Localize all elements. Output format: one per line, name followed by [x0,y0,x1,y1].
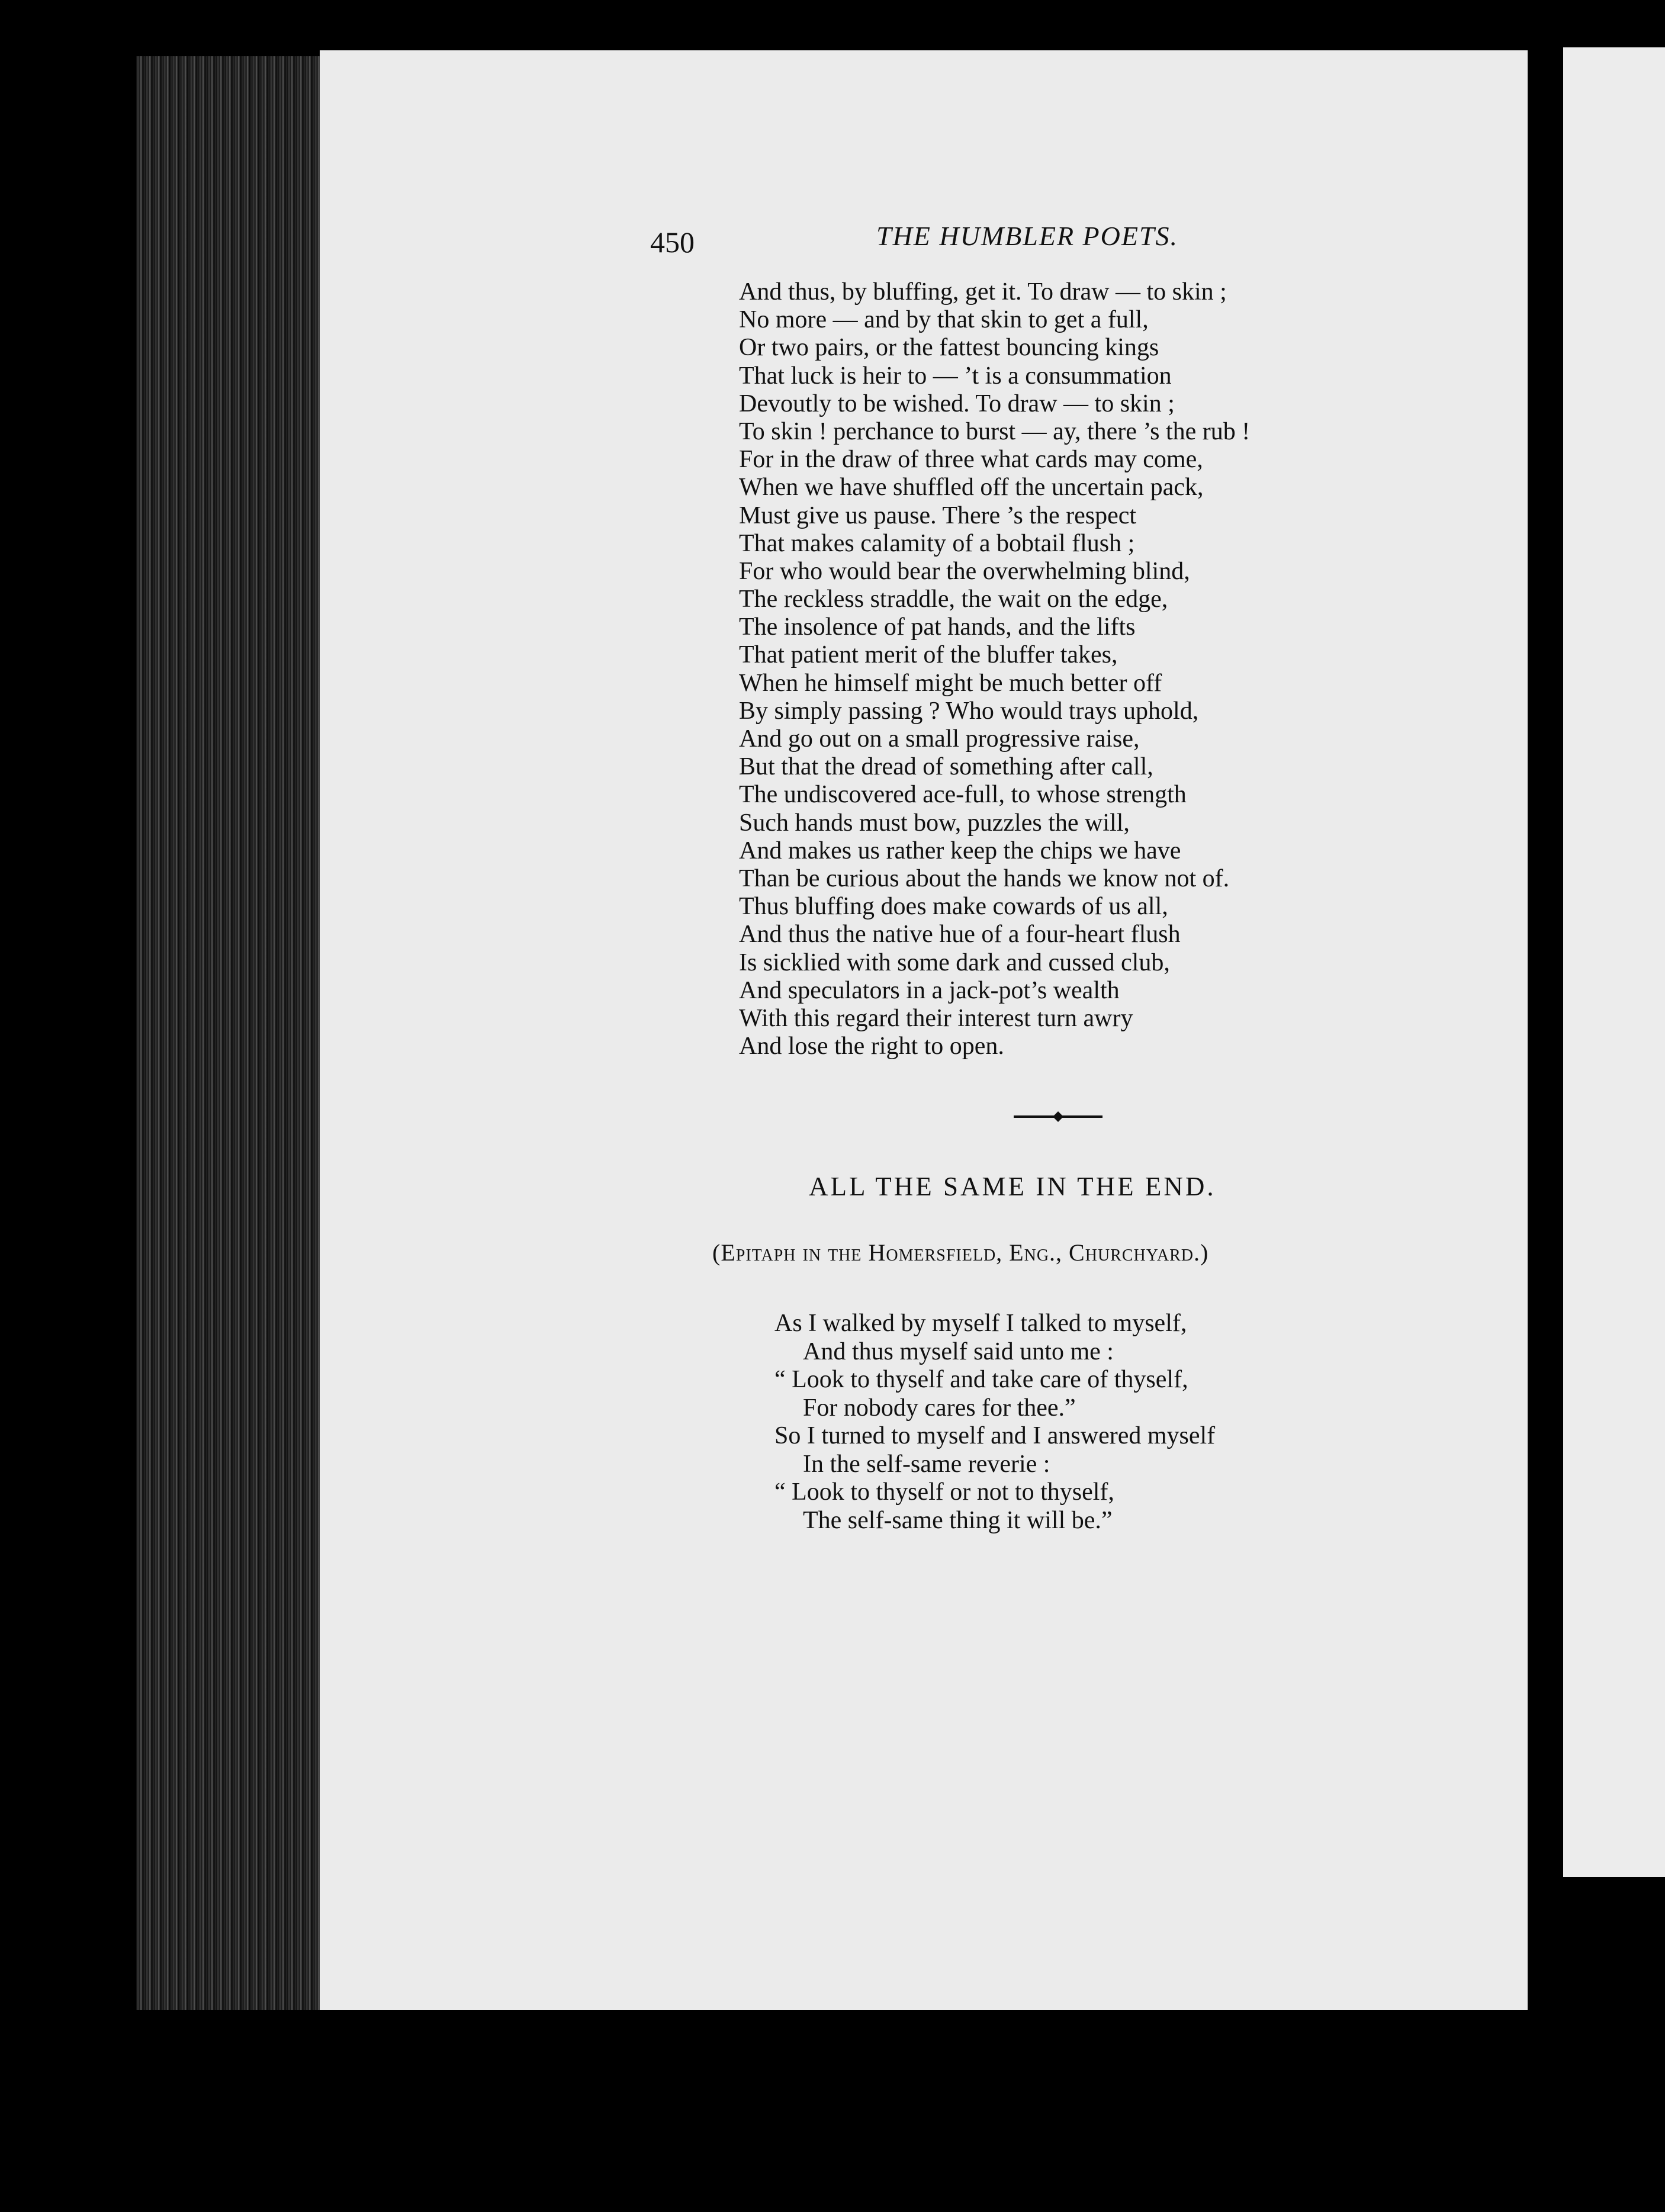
poem-line: That luck is heir to — ’t is a consummation [739,362,1172,390]
poem-line: When we have shuffled off the uncertain pack, [739,474,1204,501]
poem-line: Is sicklied with some dark and cussed club, [739,949,1170,976]
epitaph-line: And thus myself said unto me : [803,1338,1114,1365]
section-title: ALL THE SAME IN THE END. [809,1172,1216,1201]
poem-line: Thus bluffing does make cowards of us all, [739,893,1168,921]
facing-page-edge [1563,47,1665,1877]
epitaph-line: “ Look to thyself and take care of thyself, [774,1366,1188,1393]
poem-line: No more — and by that skin to get a full, [739,306,1149,334]
poem-line: And lose the right to open. [739,1033,1004,1060]
poem-line: When he himself might be much better off [739,669,1162,697]
poem-line: The insolence of pat hands, and the lifts [739,613,1136,641]
poem-line: And speculators in a jack-pot’s wealth [739,976,1120,1004]
poem-line: That makes calamity of a bobtail flush ; [739,529,1135,557]
poem-continuation [739,278,1250,1060]
poem-line: With this regard their interest turn awry [739,1004,1133,1032]
epitaph-line: As I walked by myself I talked to myself, [774,1310,1187,1337]
poem-line: But that the dread of something after call, [739,753,1153,781]
poem-line: And makes us rather keep the chips we have [739,837,1181,864]
page-number: 450 [650,226,695,259]
poem-line: And go out on a small progressive raise, [739,725,1140,753]
poem-line: For who would bear the overwhelming blind, [739,557,1190,585]
epitaph-line: For nobody cares for thee.” [803,1394,1076,1422]
section-divider-ornament [1014,1110,1102,1124]
poem-line: The undiscovered ace-full, to whose strength [739,781,1187,809]
running-head: THE HUMBLER POETS. [876,221,1179,251]
poem-line: That patient merit of the bluffer takes, [739,641,1118,669]
epitaph-poem [774,1310,1215,1535]
epitaph-line: So I turned to myself and I answered myself [774,1422,1216,1449]
epitaph-line: In the self-same reverie : [803,1450,1050,1478]
poem-line: The reckless straddle, the wait on the edge, [739,586,1168,613]
poem-line: For in the draw of three what cards may come, [739,446,1203,474]
poem-line: Devoutly to be wished. To draw — to skin ; [739,390,1175,417]
poem-line: And thus, by bluffing, get it. To draw — to skin ; [739,278,1227,306]
poem-line: And thus the native hue of a four-heart flush [739,921,1181,949]
poem-line: Must give us pause. There ’s the respect [739,501,1137,529]
poem-line: Or two pairs, or the fattest bouncing kings [739,334,1159,362]
poem-line: To skin ! perchance to burst — ay, there ’s the rub ! [739,417,1251,445]
epitaph-note: (Epitaph in the Homersfield, Eng., Churchyard.) [712,1239,1209,1266]
epitaph-line: The self-same thing it will be.” [803,1506,1113,1534]
poem-line: By simply passing ? Who would trays uphold, [739,697,1199,725]
book-page-edges [136,56,320,2010]
epitaph-line: “ Look to thyself or not to thyself, [774,1478,1114,1506]
poem-line: Than be curious about the hands we know not of. [739,864,1230,892]
poem-line: Such hands must bow, puzzles the will, [739,809,1130,837]
